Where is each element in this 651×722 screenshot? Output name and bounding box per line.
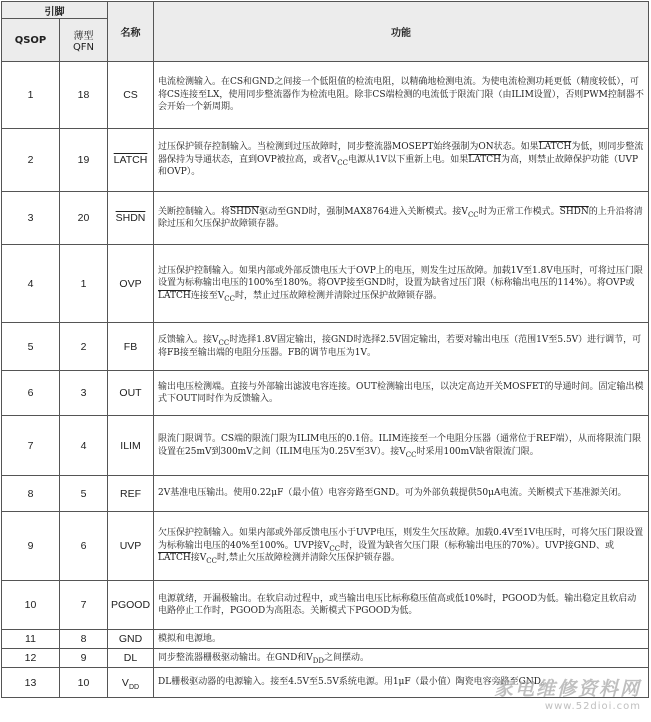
qfn-header <box>60 19 108 62</box>
qsop-pin: 4 <box>2 245 60 323</box>
desc-part: 接V <box>190 553 207 564</box>
pin-function <box>154 245 649 323</box>
pin-name: ILIM <box>108 416 154 476</box>
pin-function <box>154 323 649 371</box>
table-row <box>2 581 649 630</box>
pin-function: 2V基准电压输出。使用0.22μF（最小值）电容旁路至GND。可为外部负载提供50μA电流。关断模式下基准源关闭。 <box>154 476 649 512</box>
qsop-pin: 8 <box>2 476 60 512</box>
table-row <box>2 192 649 245</box>
table-row <box>2 245 649 323</box>
watermark-site-name: 家电维修资料网 <box>493 678 641 700</box>
desc-sub: CC <box>329 544 341 553</box>
qsop-pin: 3 <box>2 192 60 245</box>
qfn-pin: 19 <box>60 129 108 192</box>
desc-sub: CC <box>206 557 217 566</box>
pin-function <box>154 649 649 668</box>
desc-part: LATCH <box>158 290 191 301</box>
desc-part: 之间摆动。 <box>324 652 370 663</box>
qfn-header-line2: QFN <box>72 42 95 53</box>
desc-part: LATCH <box>158 553 191 564</box>
pin-function: DL栅极驱动器的电源输入。接至4.5V至5.5V系统电源。用1μF（最小值）陶瓷电容旁路至GND。 <box>154 668 649 698</box>
qsop-pin: 7 <box>2 416 60 476</box>
qfn-pin: 10 <box>60 668 108 698</box>
desc-part: 的上升沿将清除过压和欠压保护故障锁存器。 <box>158 206 643 229</box>
pin-name <box>108 129 154 192</box>
pin-function: 输出电压检测端。直接与外部输出滤波电容连接。OUT检测输出电压，以决定高边开关MOSFET的导通时间。固定输出模式下OUT同时作为反馈输入。 <box>154 371 649 416</box>
table-row <box>2 371 649 416</box>
qfn-pin: 3 <box>60 371 108 416</box>
table-row <box>2 129 649 192</box>
pin-name <box>108 668 154 698</box>
desc-part: SHDN <box>559 206 589 217</box>
pin-name: FB <box>108 323 154 371</box>
desc-sub: CC <box>405 450 417 459</box>
qsop-pin: 10 <box>2 581 60 630</box>
qsop-pin: 2 <box>2 129 60 192</box>
pin-name: REF <box>108 476 154 512</box>
pin-name-text: LATCH <box>113 154 148 166</box>
desc-sub: CC <box>218 338 230 347</box>
pin-function: 模拟和电源地。 <box>154 630 649 649</box>
qsop-pin: 11 <box>2 630 60 649</box>
table-row <box>2 323 649 371</box>
desc-part: 欠压保护控制输入。如果内部或外部反馈电压小于UVP电压，则发生欠压故障。加载0.4V至1V电压时，可将欠压门限设置为标称输出电压的40%至100%。UVP接V <box>158 528 644 551</box>
desc-part: 时,禁止欠压故障检测并清除欠压保护锁存器。 <box>216 553 400 564</box>
pin-name: OUT <box>108 371 154 416</box>
desc-part: 时为正常工作模式。 <box>478 206 560 217</box>
pin-function: 电源就绪，开漏极输出。在软启动过程中，或当输出电压比标称稳压值高或低10%时，PGOOD为低。输出稳定且软启动电路停止工作时，PGOOD为高阻态。关断模式下PGOOD为低。 <box>154 581 649 630</box>
table-row <box>2 512 649 581</box>
pin-name: CS <box>108 62 154 129</box>
desc-part: 同步整流器栅极驱动输出。在GND和V <box>158 652 313 663</box>
desc-part: 时选择1.8V固定输出，接GND时选择2.5V固定输出，若要对输出电压（范围1V至5.5V）进行调节，可将FB接至输出端的电阻分压器。FB的调节电压为1V。 <box>158 335 642 358</box>
name-header: 名称 <box>108 2 154 62</box>
pin-description-table <box>1 1 649 698</box>
qsop-pin: 12 <box>2 649 60 668</box>
qsop-header: QSOP <box>2 19 60 62</box>
qfn-pin: 7 <box>60 581 108 630</box>
table-row <box>2 649 649 668</box>
pin-function: 电流检测输入。在CS和GND之间接一个低阻值的检流电阻，以精确地检测电流。为使电流检测功耗更低（精度较低），可将CS连接至LX，使用同步整流器作为检流电阻。除非CS端检测的电流低于限流门限（由ILIM设置），否则PWM控制器不会开始一个新周期。 <box>154 62 649 129</box>
qfn-pin: 8 <box>60 630 108 649</box>
qfn-header-line1: 薄型 <box>73 31 94 42</box>
pin-name: OVP <box>108 245 154 323</box>
pin-name: DL <box>108 649 154 668</box>
qfn-pin: 5 <box>60 476 108 512</box>
function-header: 功能 <box>154 2 649 62</box>
pin-name-text: SHDN <box>115 212 146 224</box>
qsop-pin: 9 <box>2 512 60 581</box>
table-row <box>2 630 649 649</box>
pin-function <box>154 192 649 245</box>
desc-part: 时采用100mV缺省限流门限。 <box>416 446 539 457</box>
pin-name: UVP <box>108 512 154 581</box>
pin-header: 引脚 <box>2 2 108 19</box>
desc-part: 为低，则同步整流器保持为导通状态，直到OVP被拉高，或者V <box>158 142 644 165</box>
pin-name: PGOOD <box>108 581 154 630</box>
pin-name: GND <box>108 630 154 649</box>
qsop-pin: 13 <box>2 668 60 698</box>
pin-name-text: V <box>121 676 129 689</box>
desc-part: 关断控制输入。将 <box>158 206 231 217</box>
qfn-pin: 9 <box>60 649 108 668</box>
desc-sub: CC <box>224 294 235 303</box>
pin-function <box>154 512 649 581</box>
qfn-pin: 4 <box>60 416 108 476</box>
desc-part: 过压保护锁存控制输入。当检测到过压故障时，同步整流器MOSEPT始终强制为ON状态。如果 <box>158 142 539 153</box>
qfn-pin: 20 <box>60 192 108 245</box>
qsop-pin: 5 <box>2 323 60 371</box>
pin-function <box>154 129 649 192</box>
desc-sub: DD <box>312 656 325 665</box>
qfn-pin: 2 <box>60 323 108 371</box>
desc-part: 时，禁止过压故障检测并清除过压保护故障锁存器。 <box>234 290 442 301</box>
qfn-pin: 6 <box>60 512 108 581</box>
desc-part: SHDN <box>230 206 260 217</box>
pin-name-sub: DD <box>128 683 140 691</box>
desc-part: 驱动至GND时，强制MAX8764进入关断模式。接V <box>259 206 468 217</box>
desc-part: 为高，则禁止故障保护功能（UVP和OVP）。 <box>158 154 639 178</box>
desc-part: 时，设置为缺省欠压门限（标称输出电压的70%）。UVP接GND、或 <box>340 540 615 551</box>
watermark-url: www.52dioi.com <box>544 701 641 712</box>
desc-part: 反馈输入。接V <box>158 335 219 345</box>
pin-function <box>154 416 649 476</box>
desc-sub: CC <box>337 158 348 167</box>
desc-part: 连接至V <box>190 290 225 301</box>
desc-sub: CC <box>467 210 479 219</box>
qfn-pin: 18 <box>60 62 108 129</box>
desc-part: 限流门限调节。CS端的限流门限为ILIM电压的0.1倍。ILIM连接至一个电阻分压器（通常位于REF端），从而将限流门限设置在25mV到300mV之间（ILIM电压为0.25V至3V）。接V <box>158 434 642 457</box>
qfn-pin: 1 <box>60 245 108 323</box>
qsop-pin: 1 <box>2 62 60 129</box>
desc-part: LATCH <box>468 154 501 165</box>
pin-name <box>108 192 154 245</box>
desc-part: 电源从1V以下重新上电。如果 <box>348 154 469 165</box>
qsop-pin: 6 <box>2 371 60 416</box>
table-row <box>2 476 649 512</box>
table-row <box>2 416 649 476</box>
table-row <box>2 668 649 698</box>
desc-part: LATCH <box>538 142 572 153</box>
table-row <box>2 62 649 129</box>
desc-part: 过压保护控制输入。如果内部或外部反馈电压大于OVP上的电压，则发生过压故障。加载1V至1.8V电压时，可将过压门限设置为标称输出电压的100%至180%。将OVP接至GND时，设置为缺省过压门限（标称输出电压的114%）。将OVP或 <box>158 265 643 289</box>
